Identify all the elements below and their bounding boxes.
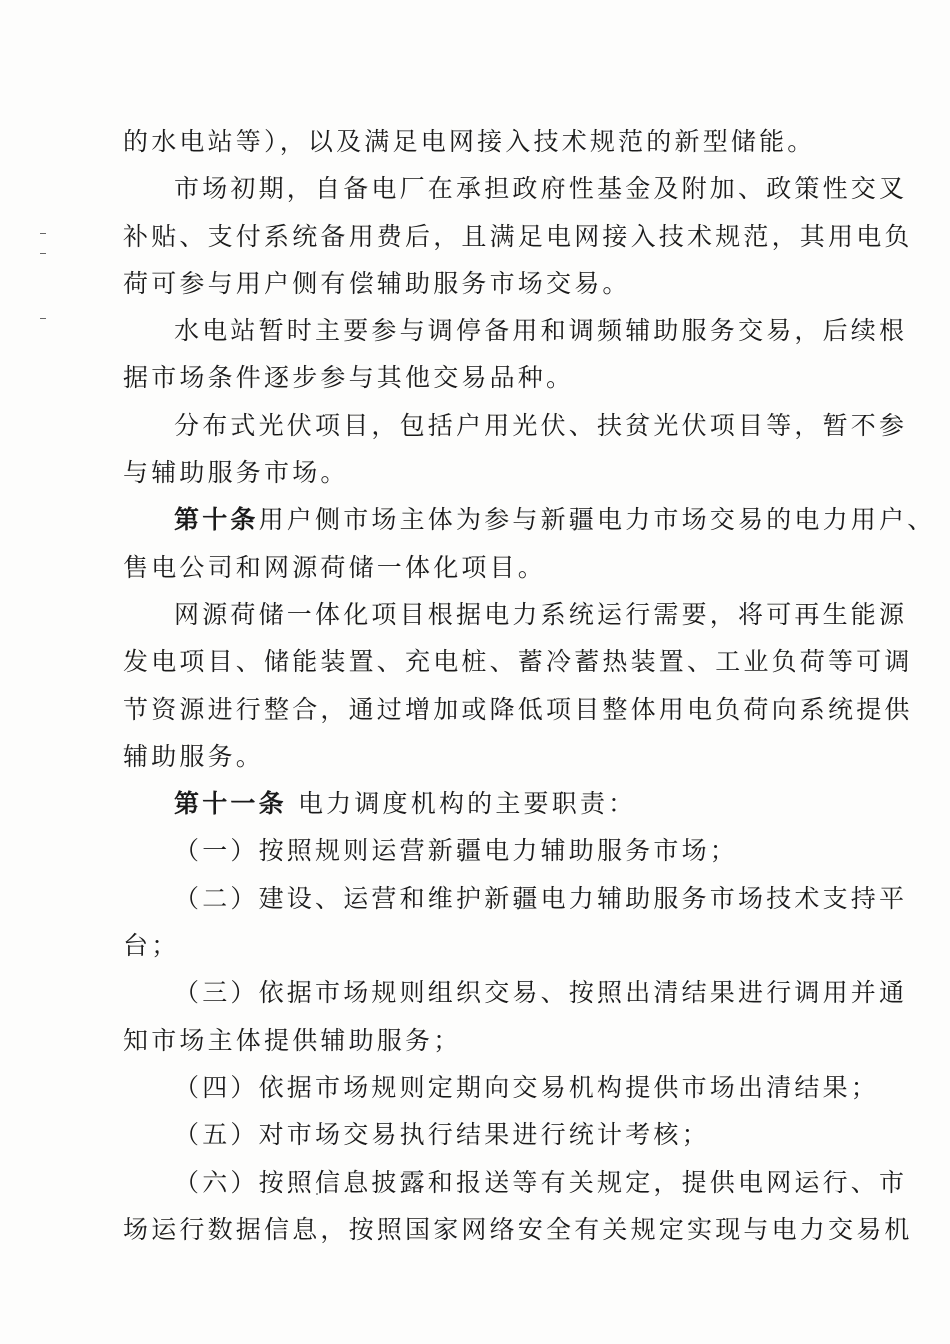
list-item: （六）按照信息披露和报送等有关规定，提供电网运行、市 [174, 1167, 908, 1197]
scan-margin-mark [40, 318, 46, 319]
text-line: 节资源进行整合，通过增加或降低项目整体用电负荷向系统提供 [123, 694, 913, 724]
text-line: 台； [123, 931, 180, 961]
text-line: 水电站暂时主要参与调停备用和调频辅助服务交易，后续根 [174, 316, 908, 346]
text-line: 补贴、支付系统备用费后，且满足电网接入技术规范，其用电负 [123, 221, 913, 251]
text-line: 据市场条件逐步参与其他交易品种。 [123, 363, 575, 393]
article-heading: 第十条 [174, 505, 259, 535]
list-item: （四）依据市场规则定期向交易机构提供市场出清结果； [174, 1072, 880, 1102]
scan-margin-mark [40, 233, 46, 234]
text-line: 场运行数据信息，按照国家网络安全有关规定实现与电力交易机 [123, 1214, 913, 1244]
article-line: 第十条用户侧市场主体为参与新疆电力市场交易的电力用户、 [174, 505, 936, 535]
text-line: 售电公司和网源荷储一体化项目。 [123, 552, 547, 582]
article-heading: 第十一条 [174, 789, 287, 819]
text-line: 市场初期，自备电厂在承担政府性基金及附加、政策性交叉 [174, 174, 908, 204]
list-item: （一）按照规则运营新疆电力辅助服务市场； [174, 836, 739, 866]
text-line: 辅助服务。 [123, 741, 265, 771]
text-line: 知市场主体提供辅助服务； [123, 1025, 462, 1055]
list-item: （三）依据市场规则组织交易、按照出清结果进行调用并通 [174, 978, 908, 1008]
text-line: 分布式光伏项目，包括户用光伏、扶贫光伏项目等，暂不参 [174, 410, 908, 440]
document-body [123, 118, 936, 1253]
text-line: 荷可参与用户侧有偿辅助服务市场交易。 [123, 268, 631, 298]
text-line: 网源荷储一体化项目根据电力系统运行需要，将可再生能源 [174, 599, 908, 629]
list-item: （二）建设、运营和维护新疆电力辅助服务市场技术支持平 [174, 883, 908, 913]
text-line: 的水电站等），以及满足电网接入技术规范的新型储能。 [123, 127, 816, 156]
scan-margin-mark [40, 253, 46, 254]
text-line: 发电项目、储能装置、充电桩、蓄冷蓄热装置、工业负荷等可调 [123, 647, 913, 677]
list-item: （五）对市场交易执行结果进行统计考核； [174, 1120, 710, 1150]
text-line: 与辅助服务市场。 [123, 458, 349, 488]
article-line: 第十一条 电力调度机构的主要职责： [174, 789, 637, 819]
